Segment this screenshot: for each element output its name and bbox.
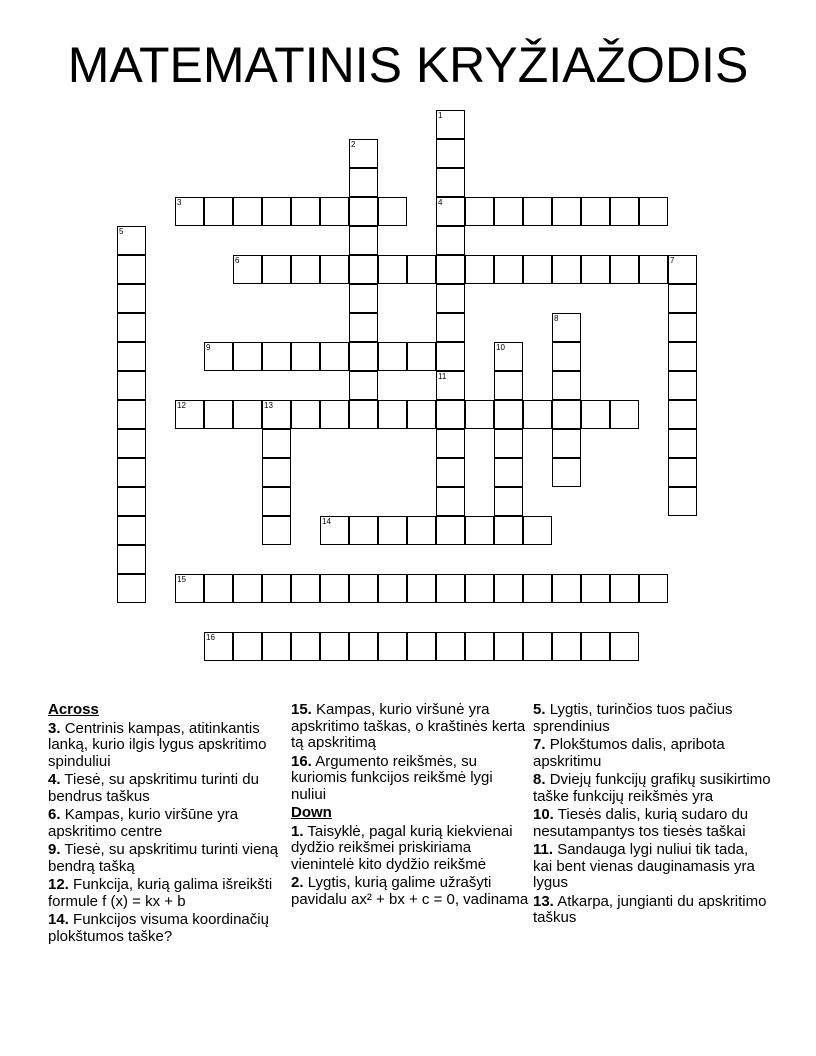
clue-item-number: 5. [533,702,546,718]
grid-cell[interactable] [465,197,494,226]
grid-cell[interactable] [436,139,465,168]
grid-cell[interactable] [117,371,146,400]
grid-cell[interactable] [233,342,262,371]
clue-number: 11 [438,372,447,381]
grid-cell[interactable] [349,371,378,400]
clue-item-text: Taisyklė, pagal kurią kiekvienai dydžio reikšmei priskiriama vienintelė kito dydžio reikšmė [291,822,513,873]
grid-cell[interactable] [552,313,581,342]
grid-cell[interactable] [378,516,407,545]
grid-cell[interactable] [320,400,349,429]
grid-cell[interactable] [523,632,552,661]
grid-cell[interactable] [349,313,378,342]
clue-item [291,702,529,752]
grid-cell[interactable] [262,487,291,516]
grid-cell[interactable] [494,458,523,487]
grid-cell[interactable] [436,313,465,342]
grid-cell[interactable] [320,197,349,226]
grid-cell[interactable] [117,313,146,342]
grid-cell[interactable] [436,342,465,371]
grid-cell[interactable] [552,371,581,400]
grid-cell[interactable] [610,574,639,603]
grid-cell[interactable] [262,574,291,603]
grid-cell[interactable] [349,168,378,197]
grid-cell[interactable] [117,255,146,284]
grid-cell[interactable] [407,632,436,661]
clue-item [533,772,771,805]
grid-cell[interactable] [262,458,291,487]
grid-cell[interactable] [581,632,610,661]
grid-cell[interactable] [291,197,320,226]
grid-cell[interactable] [494,400,523,429]
clue-item-number: 8. [533,771,546,788]
grid-cell[interactable] [668,400,697,429]
grid-cell[interactable] [378,632,407,661]
clue-item-number: 16. [291,752,312,770]
grid-cell[interactable] [291,400,320,429]
clue-item [533,894,771,927]
clue-number: 13 [264,401,273,410]
clue-item-number: 13. [533,892,554,910]
grid-cell[interactable] [262,342,291,371]
clue-item-text: Tiesės dalis, kurią sudaro du nesutampantys tos tiesės taškai [533,806,749,840]
page-title: MATEMATINIS KRYŽIAŽODIS [67,37,749,93]
grid-cell[interactable] [349,400,378,429]
grid-cell[interactable] [523,255,552,284]
grid-cell[interactable] [407,255,436,284]
grid-cell[interactable] [552,197,581,226]
grid-cell[interactable] [668,284,697,313]
grid-cell[interactable] [407,342,436,371]
grid-cell[interactable] [378,197,407,226]
grid-cell[interactable] [552,574,581,603]
clue-item [291,824,529,874]
clue-item [533,807,771,840]
grid-cell[interactable] [668,429,697,458]
clue-item [533,702,771,735]
grid-cell[interactable] [436,429,465,458]
grid-cell[interactable] [523,574,552,603]
clue-number: 7 [670,256,675,265]
grid-cell[interactable] [349,197,378,226]
grid-cell[interactable] [552,458,581,487]
grid-cell[interactable] [494,371,523,400]
grid-cell[interactable] [465,574,494,603]
clue-number: 5 [119,227,124,236]
grid-cell[interactable] [262,400,291,429]
clues-column-2 [291,702,529,910]
grid-cell[interactable] [117,574,146,603]
grid-cell[interactable] [175,574,204,603]
grid-cell[interactable] [117,400,146,429]
grid-cell[interactable] [378,255,407,284]
grid-cell[interactable] [668,342,697,371]
clue-item-text: Plokštumos dalis, apribota apskritimu [533,736,725,770]
grid-cell[interactable] [494,487,523,516]
grid-cell[interactable] [494,197,523,226]
grid-cell[interactable] [262,255,291,284]
across-heading: Across [48,701,99,718]
clue-item [533,737,771,770]
clue-number: 4 [438,198,443,207]
grid-cell[interactable] [436,516,465,545]
grid-cell[interactable] [233,574,262,603]
clue-item [291,754,529,804]
grid-cell[interactable] [523,197,552,226]
clues-column-3 [533,702,771,956]
grid-cell[interactable] [117,342,146,371]
grid-cell[interactable] [465,400,494,429]
clue-number: 9 [206,343,211,352]
clue-item-number: 14. [48,911,69,928]
clue-item-number: 2. [291,874,304,891]
clue-number: 8 [554,314,559,323]
clue-item-text: Funkcija, kurią galima išreikšti formule f (x) = kx + b [48,876,273,910]
grid-cell[interactable] [349,284,378,313]
grid-cell[interactable] [494,632,523,661]
grid-cell[interactable] [291,574,320,603]
grid-cell[interactable] [262,632,291,661]
clue-number: 14 [322,517,331,526]
grid-cell[interactable] [320,632,349,661]
grid-cell[interactable] [610,400,639,429]
grid-cell[interactable] [494,574,523,603]
grid-cell[interactable] [581,400,610,429]
grid-cell[interactable] [436,226,465,255]
clue-item-number: 11. [533,841,554,858]
grid-cell[interactable] [291,632,320,661]
grid-cell[interactable] [668,255,697,284]
clue-item [48,772,286,805]
grid-cell[interactable] [523,516,552,545]
clue-item-text: Lygtis, kurią galime užrašyti pavidalu ax² + bx + c = 0, vadinama [291,874,529,908]
down-heading: Down [291,804,332,821]
grid-cell[interactable] [349,574,378,603]
grid-cell[interactable] [204,400,233,429]
grid-cell[interactable] [465,632,494,661]
grid-cell[interactable] [175,400,204,429]
grid-cell[interactable] [378,574,407,603]
grid-cell[interactable] [494,342,523,371]
grid-cell[interactable] [436,400,465,429]
grid-cell[interactable] [494,255,523,284]
clue-item-text: Atkarpa, jungianti du apskritimo taškus [533,892,767,926]
grid-cell[interactable] [407,574,436,603]
grid-cell[interactable] [436,487,465,516]
grid-cell[interactable] [117,545,146,574]
grid-cell[interactable] [668,371,697,400]
clue-item-text: Tiesė, su apskritimu turinti du bendrus taškus [48,771,259,805]
grid-cell[interactable] [378,342,407,371]
clue-number: 3 [177,198,182,207]
grid-cell[interactable] [407,516,436,545]
grid-cell[interactable] [436,168,465,197]
clue-item-text: Lygtis, turinčios tuos pačius sprendinius [533,702,733,735]
grid-cell[interactable] [117,516,146,545]
grid-cell[interactable] [639,574,668,603]
grid-cell[interactable] [581,197,610,226]
grid-cell[interactable] [494,516,523,545]
clue-item [48,807,286,840]
clue-item-number: 3. [48,719,61,737]
grid-cell[interactable] [436,284,465,313]
grid-cell[interactable] [233,197,262,226]
grid-cell[interactable] [610,197,639,226]
clue-item-number: 10. [533,806,554,823]
grid-cell[interactable] [581,574,610,603]
clue-item-number: 4. [48,771,61,788]
clue-item [533,842,771,892]
grid-cell[interactable] [233,400,262,429]
grid-cell[interactable] [117,487,146,516]
grid-cell[interactable] [639,255,668,284]
grid-cell[interactable] [117,284,146,313]
grid-cell[interactable] [349,516,378,545]
clue-item-text: Tiesė, su apskritimu turinti vieną bendrą tašką [48,841,279,875]
grid-cell[interactable] [436,197,465,226]
clue-number: 2 [351,140,356,149]
grid-cell[interactable] [349,632,378,661]
clue-number: 1 [438,111,443,120]
grid-cell[interactable] [349,226,378,255]
clue-item-number: 9. [48,841,61,858]
grid-cell[interactable] [117,429,146,458]
clue-item [48,877,286,910]
grid-cell[interactable] [204,574,233,603]
grid-cell[interactable] [204,632,233,661]
grid-cell[interactable] [291,342,320,371]
clue-item-text: Sandauga lygi nuliui tik tada, kai bent vienas dauginamasis yra lygus [533,841,755,891]
grid-cell[interactable] [610,632,639,661]
grid-cell[interactable] [552,400,581,429]
grid-cell[interactable] [668,487,697,516]
clue-number: 6 [235,256,240,265]
grid-cell[interactable] [436,255,465,284]
grid-cell[interactable] [320,255,349,284]
clue-item-text: Dviejų funkcijų grafikų susikirtimo taške funkcijų reikšmės yra [533,771,771,805]
clue-number: 15 [177,575,186,584]
grid-cell[interactable] [378,400,407,429]
grid-cell[interactable] [465,516,494,545]
grid-cell[interactable] [349,342,378,371]
clue-item-text: Funkcijos visuma koordinačių plokštumos taške? [48,911,269,945]
grid-cell[interactable] [581,255,610,284]
grid-cell[interactable] [610,255,639,284]
grid-cell[interactable] [175,197,204,226]
clue-item-text: Kampas, kurio viršunė yra apskritimo taškas, o kraštinės kerta tą apskritimą [291,701,526,751]
grid-cell[interactable] [407,400,436,429]
clue-item-number: 15. [291,701,312,718]
grid-cell[interactable] [262,197,291,226]
grid-cell[interactable] [204,197,233,226]
clue-item-text: Argumento reikšmės, su kuriomis funkcijos reikšmė lygi nuliui [291,752,493,803]
grid-cell[interactable] [668,458,697,487]
clue-item [48,721,286,771]
grid-cell[interactable] [291,255,320,284]
clue-item-text: Kampas, kurio viršūne yra apskritimo centre [48,806,239,840]
grid-cell[interactable] [639,197,668,226]
grid-cell[interactable] [436,574,465,603]
clue-item-number: 12. [48,876,69,893]
clue-item-number: 7. [533,736,546,753]
grid-cell[interactable] [552,255,581,284]
clue-item-number: 1. [291,822,304,840]
clue-item [48,912,286,945]
clue-item [48,842,286,875]
grid-cell[interactable] [552,632,581,661]
grid-cell[interactable] [117,226,146,255]
grid-cell[interactable] [436,110,465,139]
grid-cell[interactable] [349,139,378,168]
grid-cell[interactable] [552,342,581,371]
grid-cell[interactable] [320,574,349,603]
clue-number: 12 [177,401,186,410]
grid-cell[interactable] [262,429,291,458]
grid-cell[interactable] [436,458,465,487]
clue-item [291,875,529,908]
grid-cell[interactable] [465,255,494,284]
grid-cell[interactable] [233,255,262,284]
grid-cell[interactable] [349,255,378,284]
grid-cell[interactable] [320,342,349,371]
grid-cell[interactable] [494,429,523,458]
clue-item-text: Centrinis kampas, atitinkantis lanką, kurio ilgis lygus apskritimo spinduliui [48,719,267,770]
grid-cell[interactable] [233,632,262,661]
grid-cell[interactable] [523,400,552,429]
grid-cell[interactable] [262,516,291,545]
grid-cell[interactable] [552,429,581,458]
grid-cell[interactable] [204,342,233,371]
clues-column-1 [48,702,286,947]
grid-cell[interactable] [668,313,697,342]
clue-number: 10 [496,343,505,352]
grid-cell[interactable] [117,458,146,487]
clue-number: 16 [206,633,215,642]
grid-cell[interactable] [436,371,465,400]
grid-cell[interactable] [320,516,349,545]
clue-item-number: 6. [48,806,61,823]
grid-cell[interactable] [436,632,465,661]
